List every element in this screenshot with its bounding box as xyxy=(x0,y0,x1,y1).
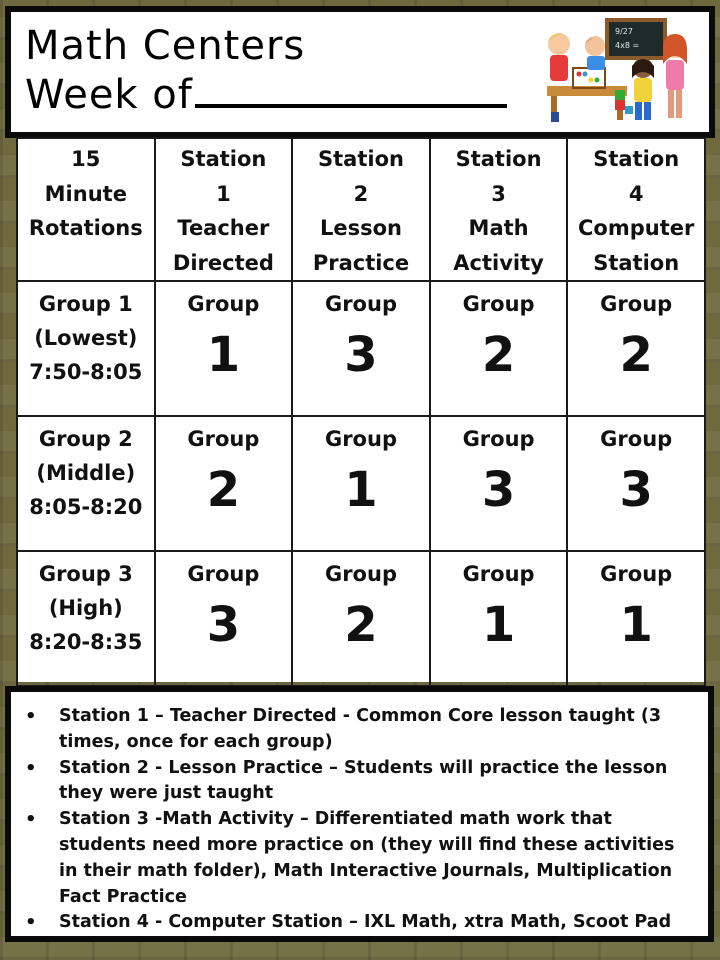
cell-group-number: 1 xyxy=(619,597,653,653)
page-title xyxy=(25,22,507,119)
cell-word: Group xyxy=(462,562,535,586)
assignment-cell xyxy=(155,416,293,551)
assignment-cell xyxy=(430,281,568,416)
row-label-line: 8:05-8:20 xyxy=(29,495,143,519)
group-2-label xyxy=(17,416,155,551)
cell-group-number: 1 xyxy=(481,597,516,653)
cell-group-number: 3 xyxy=(344,327,378,383)
cell-group-number: 3 xyxy=(481,462,516,518)
header-line: Practice xyxy=(312,250,410,275)
abacus xyxy=(573,68,605,88)
cell-word: Group xyxy=(600,292,673,316)
group-2-row xyxy=(17,416,705,551)
row-label-line: (Lowest) xyxy=(34,326,138,350)
assignment-cell xyxy=(292,551,430,686)
corner-line: Minute xyxy=(44,181,127,206)
bullet-icon: • xyxy=(25,706,37,727)
station-descriptions-box xyxy=(5,686,714,942)
assignment-cell xyxy=(292,416,430,551)
header-line: Math xyxy=(468,216,529,240)
schedule-grid xyxy=(16,137,706,687)
cell-word: Group xyxy=(462,427,535,451)
rotation-schedule-table xyxy=(16,137,706,682)
title-line-2 xyxy=(25,70,507,119)
assignment-cell xyxy=(430,416,568,551)
header-line: 4 xyxy=(628,181,644,206)
board-text-date: 9/27 xyxy=(615,27,633,36)
header-line: Station xyxy=(180,147,267,171)
cell-word: Group xyxy=(187,427,260,451)
header-line: Station xyxy=(593,250,680,275)
cell-group-number: 3 xyxy=(619,462,653,518)
cell-word: Group xyxy=(324,427,397,451)
description-text: Station 1 – Teacher Directed - Common Core lesson taught (3 times, once for each group) xyxy=(59,706,662,752)
header-line: Teacher xyxy=(177,216,270,240)
assignment-cell xyxy=(155,281,293,416)
row-label-line: (High) xyxy=(48,596,123,620)
header-line: Directed xyxy=(172,250,274,275)
header-row xyxy=(17,138,705,281)
header-line: Computer xyxy=(578,216,695,240)
cell-group-number: 1 xyxy=(344,462,378,518)
cell-group-number: 2 xyxy=(619,327,653,383)
assignment-cell xyxy=(155,551,293,686)
header-line: Station xyxy=(593,147,680,171)
cell-group-number: 1 xyxy=(206,327,241,383)
row-label-line: 8:20-8:35 xyxy=(29,630,143,654)
bullet-icon: • xyxy=(25,809,37,831)
cell-group-number: 2 xyxy=(344,597,378,653)
header-line: 2 xyxy=(353,181,369,206)
row-label-line: Group 1 xyxy=(38,292,133,316)
station-4-description xyxy=(25,910,694,936)
title-line-1: Math Centers xyxy=(25,23,306,69)
description-text: Station 4 - Computer Station – IXL Math, xtra Math, Scoot Pad xyxy=(59,912,672,933)
assignment-cell xyxy=(567,416,705,551)
cell-word: Group xyxy=(462,292,535,316)
header-line: Lesson xyxy=(319,216,402,240)
assignment-cell xyxy=(292,281,430,416)
header-line: Activity xyxy=(453,250,544,275)
assignment-cell xyxy=(567,551,705,686)
bullet-icon: • xyxy=(25,757,37,779)
station-descriptions-list xyxy=(11,692,708,936)
week-blank-line xyxy=(195,70,507,108)
cell-word: Group xyxy=(324,562,397,586)
assignment-cell xyxy=(430,551,568,686)
corner-cell xyxy=(17,138,155,281)
description-text: Station 2 - Lesson Practice – Students will practice the lesson they were just taught xyxy=(59,757,668,804)
cell-group-number: 3 xyxy=(206,597,241,653)
cell-word: Group xyxy=(324,292,397,316)
cell-word: Group xyxy=(600,562,673,586)
group-3-label xyxy=(17,551,155,686)
corner-line: Rotations xyxy=(28,216,143,240)
group-1-row xyxy=(17,281,705,416)
cell-group-number: 2 xyxy=(481,327,516,383)
description-text: Station 3 -Math Activity – Differentiated math work that students need more practice on (they will find these activities in their math folder), Math Interactive Journals, Multiplication Fact Practice xyxy=(59,809,675,907)
cell-word: Group xyxy=(600,427,673,451)
group-1-label xyxy=(17,281,155,416)
station-4-header xyxy=(567,138,705,281)
assignment-cell xyxy=(567,281,705,416)
station-3-header xyxy=(430,138,568,281)
group-3-row xyxy=(17,551,705,686)
title-banner xyxy=(5,6,715,138)
row-label-line: 7:50-8:05 xyxy=(29,360,143,384)
cell-word: Group xyxy=(187,562,260,586)
station-2-description xyxy=(25,756,694,808)
block xyxy=(615,100,625,110)
header-line: 3 xyxy=(491,181,506,206)
corner-line: 15 xyxy=(71,147,101,171)
bullet-icon: • xyxy=(25,912,37,934)
header-line: 1 xyxy=(216,181,231,206)
cell-word: Group xyxy=(187,292,260,316)
header-line: Station xyxy=(455,147,542,171)
cell-group-number: 2 xyxy=(206,462,241,518)
row-label-line: (Middle) xyxy=(36,461,136,485)
station-1-header xyxy=(155,138,293,281)
row-label-line: Group 3 xyxy=(38,562,133,586)
station-1-description xyxy=(25,704,694,756)
kid-2 xyxy=(585,36,605,56)
row-label-line: Group 2 xyxy=(38,427,133,451)
station-2-header xyxy=(292,138,430,281)
header-line: Station xyxy=(318,147,404,171)
station-3-description xyxy=(25,807,694,910)
board-text-problem: 4x8 = xyxy=(615,41,640,50)
kid-1 xyxy=(548,33,570,55)
kids-at-chalkboard-clipart xyxy=(545,16,695,128)
week-of-label: Week of xyxy=(25,72,193,118)
